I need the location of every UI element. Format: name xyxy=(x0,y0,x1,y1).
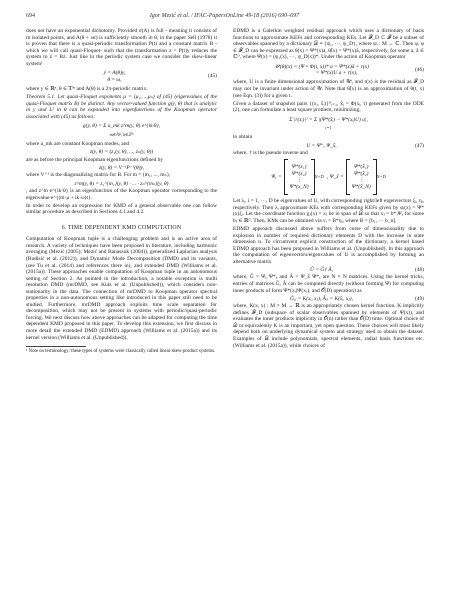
equation-line: z(y, θ) = (z₁(y, θ), ..., zₙ(y, θ)) xyxy=(89,149,154,156)
paragraph: where, Ĝ = Ψₓ Ψ*ₓ and Â = Ψ_x̃ Ψ*ₓ are N × N matrices. Using the kernel tricks, entries of matrices Ĝ, Â can be computed directly (without forming Ψ) for computing inner products of form Ψ*(xᵢ)Ψ(xⱼ), and 𝒪(D) operation) as xyxy=(233,274,424,294)
matrix-psi-x xyxy=(271,159,323,195)
matrix-size: N×D xyxy=(376,174,386,180)
equation-number: (48) xyxy=(414,266,424,273)
paragraph: where y ∈ ℝⁿ, θ ∈ 𝕋ᵐ and A(θ) is a 2π-periodic matrix. xyxy=(26,85,148,92)
paragraph: Let λᵢ, i = 1, ···, D be eigenvalues of U, with corresponding right/left eigenvectors ξᵢ, ηᵢ, respectively. Then λᵢ approximate KEs with corresponding KEFs given by φᵢ(x) = Ψ*(x)ξᵢ. Let the coordinate function gⱼ(x) = xⱼ be in span of 𝒟 so that xⱼ = b*ⱼΨₓ for some bⱼ ∈ ℝᴰ. Then, KMs can be obtained via vᵢ = B*ηᵢ, where B = [b₁, ··· b_n]. xyxy=(233,198,424,224)
footnote: ¹ Note on terminology: these types of systems were classically called linear skew-product systems. xyxy=(26,349,216,355)
matrix-entry: Ψ*(x₁) xyxy=(291,164,307,171)
equation-45 xyxy=(26,70,217,83)
matrix-label: , Ψ_x̃ = xyxy=(327,174,344,181)
journal-citation: Igor Mezić et al. / IFAC-PapersOnLine 49-18 (2016) 690–697 xyxy=(149,13,300,19)
paragraph: Computation of Koopman tuple is a challenging problem and is an active area of research. A variety of techniques have been proposed in literature, including harmonic averaging (Mezić (2005); Mezić and Banaszuk (2004)), generalized Laplacian analysis (Budisić et al. (2012)), and Dynamic Mode Decomposition (DMD) and its variants, (see Tu et al. (2014) and references there in), and extended DMD (Williams et al. (2015a)). These approaches enable computation of Koopman tuple in an autonomous setting of Section 2. As pointed in the introduction, a notable exception is multi resolution DMD (mrDMD, see Kutz et al. (Unpublished)), which considers non-stationarity in the data. The connection of mrDMD to Koopman operator spectral properties in a non-autonomous setting like introduced in this paper still need to be studied. Furthermore, mrDMD approach exploits time scale separation for decomposition, which may not be present in systems with periodic/quasi-periodic forcing. We next discuss how above approaches can be adapted for computing the time dependent KMD proposed in this paper. To develop this extension, we first discuss in more detail the extended DMD (EDMD) approach (Williams et al. (2015a)) and its kernel version (Williams et al. (Unpublished)). xyxy=(26,236,217,341)
footnote-rule xyxy=(26,346,86,347)
equation-line: z^m(y, θ) = z₁^{m₁}(y, θ) · ... · zₙ^{mₙ}(y, θ) xyxy=(74,180,169,187)
matrix-psi-x-tilde xyxy=(325,159,386,195)
equation-body xyxy=(26,70,203,83)
paragraph: EDMD is a Galerkin weighted residual approach which uses a dictionary of basis functions to approximate KEFs and corresponding KEs. Let 𝓕_D ⊂ 𝓕 be a subset of observables spanned by a dictionary 𝒟 ≡ {ψ₁, ···, ψ_D}, where ψᵢ : M → ℂ. Then φ, φ̃ ∈ 𝓕_D can be expressed as θ(x) = Ψ*(x)a, θ̃(x) = Ψ*(x)ã, respectively, for some a, ã ∈ ℂᴰ, where Ψ(x) = (ψ₁(x), ···, ψ_D(x))*. Under the action of Koopman operator xyxy=(233,28,424,61)
matrix-entry: Ψ*(x̃₂) xyxy=(353,170,369,177)
paragraph: EDMD approach discussed above suffers from curse of dimensionality due to explosion in number of required dictionary elements D with the increase in state dimension n. To circumvent explicit construction of the dictionary, a kernel based EDMD approach has been proposed in Williams et al. (Unpublished). In this approach the computation of eigenvectors/eigenvalues of U is accomplished by forming an alternative matrix xyxy=(233,226,424,265)
equation-line: θ̇ = ω, xyxy=(107,76,122,83)
page-number: 694 xyxy=(26,13,35,19)
paragraph: where, † is the pseudo inverse and xyxy=(233,150,308,157)
equation-48 xyxy=(233,267,424,274)
paragraph: Given a dataset of snapshot pairs {(xᵢ, x̃ᵢ)}ᴺᵢ₌₁, x̃ᵢ = Φ(xᵢ, t) generated from the ODE (2), one can formulate a least square problem, minimizing, xyxy=(233,100,424,114)
left-column xyxy=(26,28,217,355)
equation-line: g(y, θ) = Σ a_mk z^m(y, θ) e^{ik·θ}, xyxy=(82,123,161,130)
paragraph: where, U is a finite dimensional approximation of 𝒰ᵗ, and r(x) is the residual as 𝓕_D may not be invariant under action of 𝒰. Note that θ̃(x) is an approximation of θ(t, x) (see Eqn. (3)) for a given t. xyxy=(233,79,424,99)
equation-z xyxy=(26,149,217,156)
equation-line: ẏ = A(θ)y, xyxy=(103,70,126,77)
right-column xyxy=(233,28,424,355)
paragraph: In order to develop an expression for KMD of a general observable one can follow similar procedure as described in Sections 4.1 and 4.2. xyxy=(26,202,217,216)
matrix-entry: Ψ*(x̃_N) xyxy=(351,184,371,191)
paragraph: where, K(x, x) : M × M → ℝ is an appropriately chosen kernel function. K implicitly defines 𝓕_D (subspace of scalar observables spanned by elements of Ψ(x)), and evaluates the inner products implicitly in 𝒪(n) rather than 𝒪(D) time. Optimal choice of 𝒟 or equivalently K is an important, yet open question. These choices will most likely depend both on underlying dynamical system and strategy used to obtain the dataset. Examples of 𝒟 include polynomials, spectral elements, radial basis functions etc. (Williams et al. (2015a)), while choices of xyxy=(233,303,424,349)
equation-line: 𝒰ᵗ(θ)(x) = (Ψ ∘ Φ(t, x))* a = Ψ*(x)ã + r(x) xyxy=(274,63,369,70)
matrix-entry: Ψ*(x_N) xyxy=(289,184,309,191)
matrix-entry: Ψ*(x̃₁) xyxy=(353,164,369,171)
equation-subscript: i=1 xyxy=(325,125,332,131)
equation-line: Σ |r(xᵢ)|² = Σ |(Ψ*(x̃ᵢ) − Ψ*(xᵢ)U) a|, xyxy=(289,116,368,123)
matrix-entry: Ψ*(x₂) xyxy=(291,170,307,177)
equation-47 xyxy=(233,143,424,150)
equation-expansion xyxy=(26,123,217,138)
equation-line: U = Ψ⁺ₓ Ψ_x̃, xyxy=(306,142,337,149)
equation-49 xyxy=(233,296,424,303)
equation-z-def xyxy=(26,165,217,172)
equation-number: (46) xyxy=(414,66,424,73)
paragraph: does not have an exponential dichotomy. Provided σ(A) is full - meaning it consists of m isolated points, and A(θ + ωt) is sufficiently smooth in θ, in the paper Sell (1978) it is proven that there is a quasi-periodic transformation P(t) and a constant matrix B - which we will call quasi-Floquet- such that the transformation z = P(t)y reduces the system to ż = Bz. Just like in the periodic system case we consider the skew-linear system¹ xyxy=(26,28,217,67)
equation-number: (45) xyxy=(207,73,217,80)
running-header xyxy=(26,13,424,19)
paragraph: to obtain xyxy=(233,134,253,141)
equation-line: = Ψ*(x)U a + r(x), xyxy=(315,70,358,77)
equation-zm xyxy=(26,181,217,188)
equation-46 xyxy=(233,64,424,77)
equation-subscript: m∈ℕⁿ, k∈ℤᵐ xyxy=(109,131,134,137)
equation-least-squares xyxy=(233,117,424,132)
matrix-size: N×D xyxy=(314,174,324,180)
equation-line: z(y, θ) = V⁻¹P⁻¹(θ)y, xyxy=(98,164,145,171)
equation-line: Û = Ĝ† Â, xyxy=(309,266,333,273)
equation-number: (47) xyxy=(414,142,424,149)
paragraph: where V⁻¹ is the diagonalizing matrix for B. For m = (m₁, ..., mₙ), xyxy=(26,172,171,179)
paragraph: , and z^m e^{ik·θ} is an eigenfunction of the Koopman operator corresponding to the eigenvalue e^{(m·μ + ik·ω)t}. xyxy=(26,188,217,201)
matrix-entry: ⋮ xyxy=(296,177,302,184)
paragraph: where a_mk are constant Koopman modes, and xyxy=(26,140,130,147)
equation-number: (49) xyxy=(414,295,424,302)
section-heading: 6. TIME DEPENDENT KMD COMPUTATION xyxy=(61,224,182,231)
equation-line: Ĝᵢⱼ = K(xᵢ, xⱼ), Âᵢⱼ = K(x̃ᵢ, xⱼ), xyxy=(290,295,353,302)
matrix-label: Ψₓ = xyxy=(271,174,282,181)
equation-matrices xyxy=(233,159,424,195)
theorem: Theorem 5.1. Let quasi-Floquet exponents μ = (μ₁, ..,μₙ) of (45) (eigenvalues of the quasi-Floquet matrix B) be distinct. Any vector-valued function g(y, θ) that is analytic in y and L² in θ can be expanded into eigenfunctions of the Koopman operator associated with (45) as follows: xyxy=(26,94,217,120)
matrix-entry: ⋮ xyxy=(358,177,364,184)
paragraph: are as before the principal Koopman eigenfunctions defined by xyxy=(26,156,164,163)
